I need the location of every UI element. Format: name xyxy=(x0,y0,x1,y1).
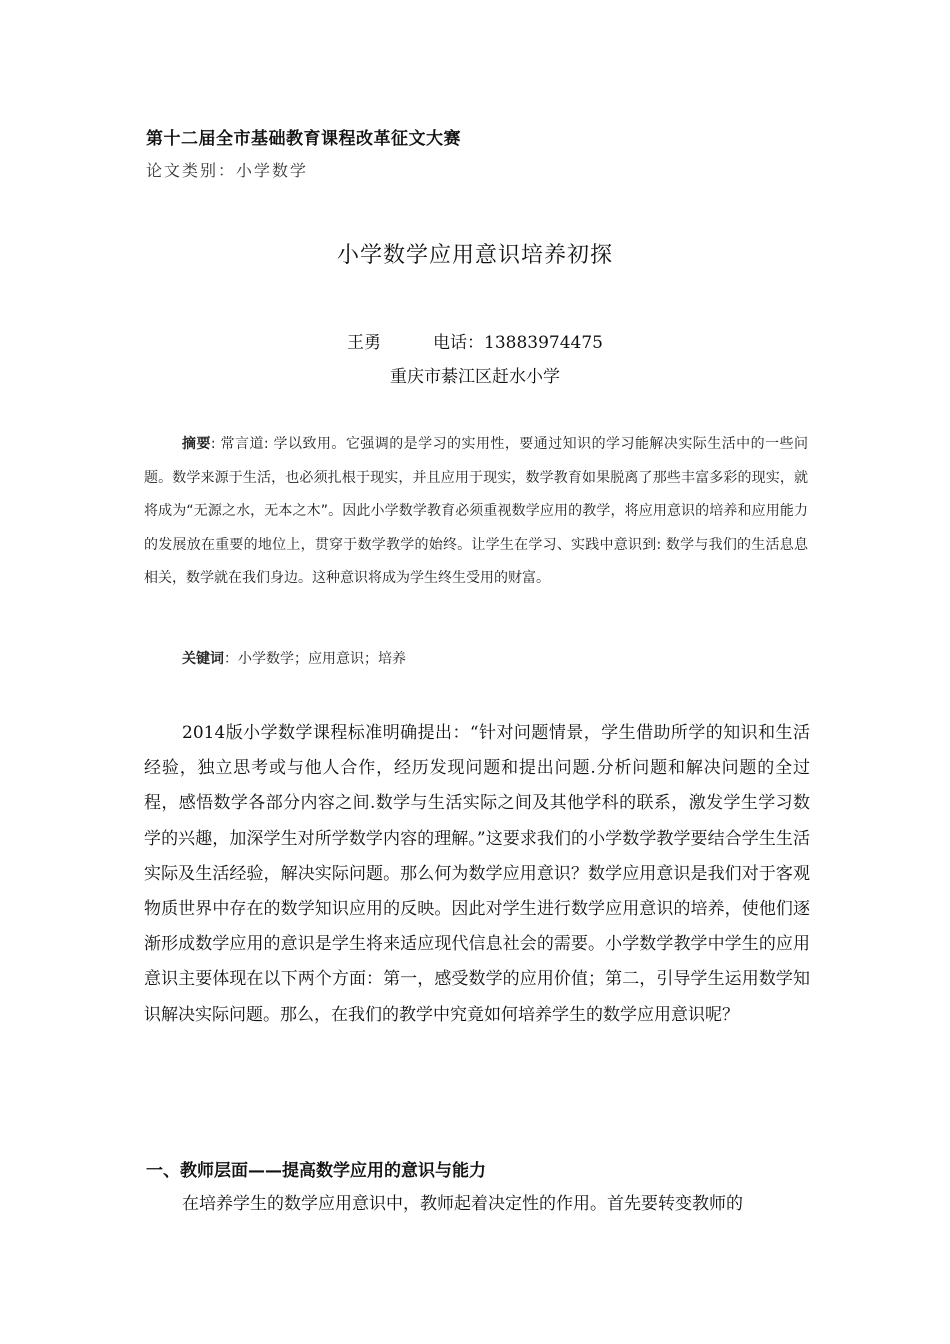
author-line xyxy=(0,328,950,353)
abstract-label: 摘要 xyxy=(182,436,211,452)
paper-category: 论文类别：小学数学 xyxy=(146,161,309,180)
author-phone: 电话：13883974475 xyxy=(433,333,603,353)
author-name: 王勇 xyxy=(347,333,381,353)
abstract xyxy=(144,428,808,596)
keywords-text: ：小学数学；应用意识；培养 xyxy=(224,651,406,667)
keywords-label: 关键词 xyxy=(182,651,224,667)
section-heading: 一、教师层面——提高数学应用的意识与能力 xyxy=(146,1161,486,1181)
paper-title: 小学数学应用意识培养初探 xyxy=(336,243,613,268)
abstract-text: : 常言道: 学以致用。它强调的是学习的实用性，要通过知识的学习能解决实际生活中的一些问题。数学来源于生活，也必须扎根于现实，并且应用于现实，数学教育如果脱离了那些丰富多彩的现实，就将成为“无源之水，无本之木”。因此小学数学教育必须重视数学应用的教学，将应用意识的培养和应用能力的发展放在重要的地位上，贯穿于数学教学的始终。让学生在学习、实践中意识到: 数学与我们的生活息息相关，数学就在我们身边。这种意识将成为学生终生受用的财富。 xyxy=(144,436,808,586)
body-paragraph: 在培养学生的数学应用意识中，教师起着决定性的作用。首先要转变教师的 xyxy=(182,1194,743,1214)
body-paragraph: 2014版小学数学课程标准明确提出：“针对问题情景，学生借助所学的知识和生活经验，独立思考或与他人合作，经历发现问题和提出问题.分析问题和解决问题的全过程，感悟数学各部分内容之间.数学与生活实际之间及其他学科的联系，激发学生学习数学的兴趣，加深学生对所学数学内容的理解。”这要求我们的小学数学教学要结合学生生活实际及生活经验，解决实际问题。那么何为数学应用意识？数学应用意识是我们对于客观物质世界中存在的数学知识应用的反映。因此对学生进行数学应用意识的培养，使他们逐渐形成数学应用的意识是学生将来适应现代信息社会的需要。小学数学教学中学生的应用意识主要体现在以下两个方面：第一，感受数学的应用价值；第二，引导学生运用数学知识解决实际问题。那么，在我们的教学中究竟如何培养学生的数学应用意识呢？ xyxy=(144,723,810,1025)
keywords xyxy=(182,648,406,668)
contest-name: 第十二届全市基础教育课程改革征文大赛 xyxy=(146,129,461,149)
author-school: 重庆市綦江区赶水小学 xyxy=(390,367,560,387)
